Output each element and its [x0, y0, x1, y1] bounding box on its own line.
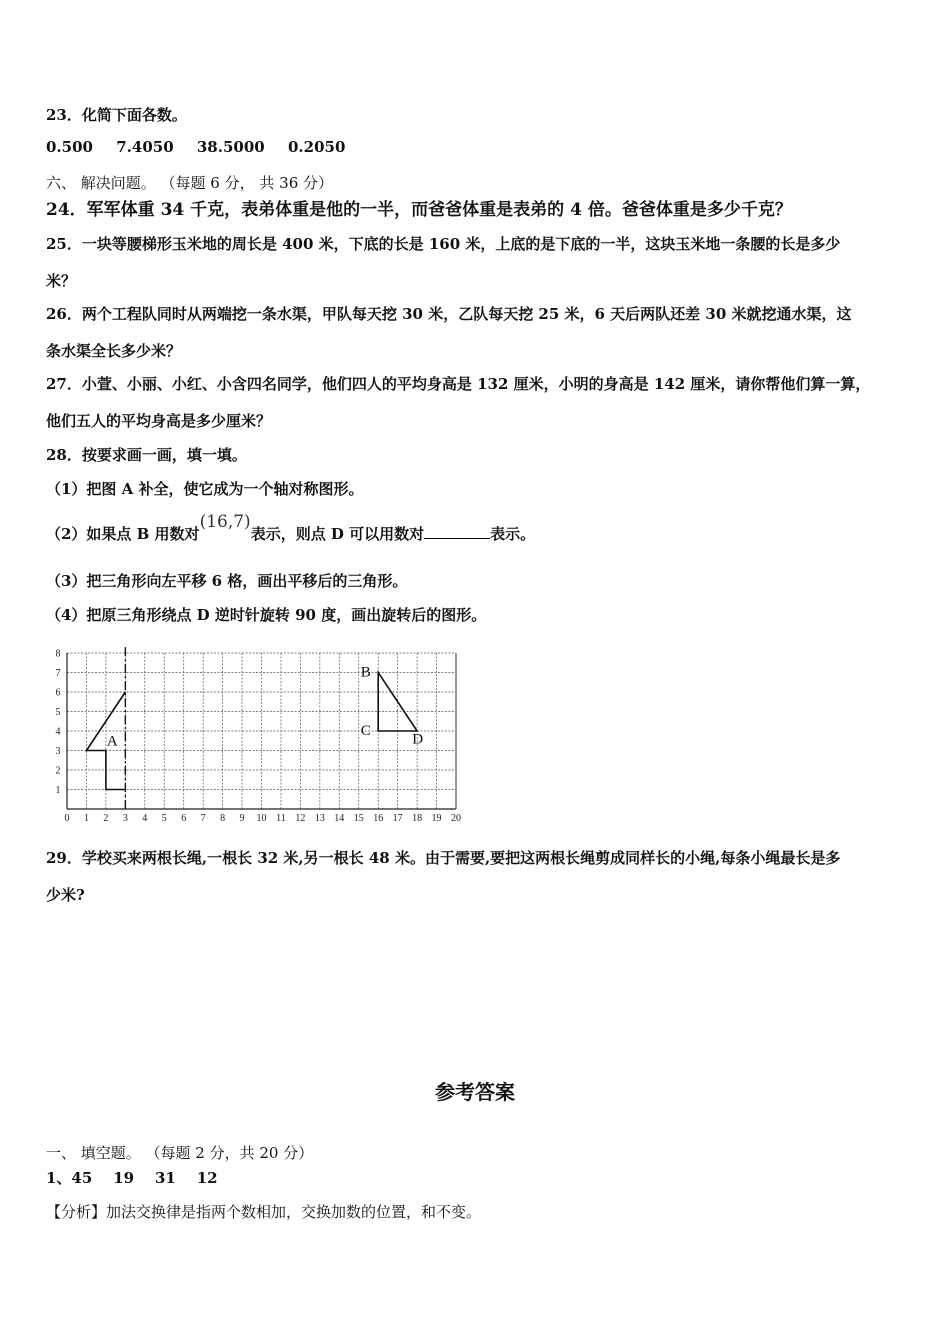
question-28-part-3: （3）把三角形向左平移 6 格，画出平移后的三角形。 — [46, 572, 408, 590]
x-tick-label: 8 — [220, 813, 226, 824]
x-tick-label: 14 — [334, 813, 345, 824]
answer-analysis: 【分析】加法交换律是指两个数相加，交换加数的位置，和不变。 — [46, 1203, 482, 1221]
y-tick-label: 7 — [55, 668, 61, 679]
question-25-line-1: 25．一块等腰梯形玉米地的周长是 400 米，下底的长是 160 米，上底的是下底的一半，这块玉米地一条腰的长是多少 — [46, 235, 841, 253]
x-tick-label: 2 — [103, 813, 109, 824]
y-tick-label: 4 — [55, 726, 61, 738]
part-2-suffix: 表示。 — [490, 525, 536, 543]
y-tick-label: 6 — [55, 687, 61, 699]
x-tick-label: 18 — [412, 813, 423, 824]
number-item: 38.5000 — [196, 138, 265, 156]
y-tick-label: 3 — [55, 746, 61, 757]
x-tick-label: 10 — [256, 813, 267, 824]
x-tick-label: 5 — [161, 813, 167, 824]
answer-blank[interactable] — [424, 524, 490, 539]
answer-1: 1、45 19 31 12 — [46, 1169, 218, 1187]
label-a: A — [106, 733, 118, 750]
x-tick-label: 12 — [295, 813, 306, 824]
answer-section-1: 一、 填空题。 （每题 2 分，共 20 分） — [46, 1144, 314, 1162]
x-tick-label: 17 — [392, 813, 403, 824]
x-tick-label: 9 — [239, 813, 245, 824]
number-item: 0.500 — [46, 138, 93, 156]
x-tick-label: 6 — [181, 813, 187, 824]
label-b: B — [360, 664, 371, 681]
question-28-part-4: （4）把原三角形绕点 D 逆时针旋转 90 度，画出旋转后的图形。 — [46, 606, 487, 624]
question-27-line-2: 他们五人的平均身高是多少厘米？ — [46, 412, 272, 430]
question-28-part-2 — [46, 512, 536, 544]
x-tick-label: 19 — [431, 813, 442, 824]
answer-key-title: 参考答案 — [435, 1080, 515, 1104]
x-tick-label: 3 — [122, 813, 128, 824]
question-29-line-2: 少米? — [46, 886, 85, 904]
section-6-heading: 六、 解决问题。 （每题 6 分， 共 36 分） — [46, 174, 334, 192]
coordinate-grid — [40, 640, 470, 830]
question-26-line-2: 条水渠全长多少米？ — [46, 342, 182, 360]
part-2-prefix: （2）如果点 B 用数对 — [46, 525, 200, 543]
x-tick-label: 16 — [373, 813, 384, 824]
question-25-line-2: 米？ — [46, 272, 77, 290]
y-tick-label: 5 — [55, 707, 61, 718]
coordinate-pair: (16,7) — [199, 512, 251, 532]
question-24: 24．军军体重 34 千克，表弟体重是他的一半，而爸爸体重是表弟的 4 倍。爸爸体重是多少千克？ — [46, 200, 792, 220]
question-23: 23．化简下面各数。 — [46, 106, 187, 124]
x-tick-label: 0 — [64, 813, 70, 824]
question-26-line-1: 26．两个工程队同时从两端挖一条水渠，甲队每天挖 30 米，乙队每天挖 25 米，6 天后两队还差 30 米就挖通水渠，这 — [46, 305, 852, 323]
part-2-middle: 表示，则点 D 可以用数对 — [250, 525, 425, 543]
x-tick-label: 4 — [142, 813, 148, 824]
y-tick-label: 2 — [55, 765, 61, 777]
question-23-numbers — [46, 138, 363, 156]
y-tick-label: 8 — [55, 648, 61, 660]
question-27-line-1: 27．小萱、小丽、小红、小含四名同学，他们四人的平均身高是 132 厘米，小明的身高是 142 厘米，请你帮他们算一算， — [46, 375, 871, 393]
y-tick-label: 1 — [55, 785, 61, 796]
x-tick-label: 20 — [451, 813, 461, 824]
x-tick-label: 15 — [353, 813, 364, 824]
label-c: C — [360, 722, 371, 739]
number-item: 7.4050 — [116, 138, 174, 156]
label-d: D — [412, 731, 424, 748]
x-tick-label: 13 — [314, 813, 325, 824]
number-item: 0.2050 — [287, 138, 346, 156]
x-tick-label: 11 — [276, 813, 286, 824]
question-29-line-1: 29．学校买来两根长绳,一根长 32 米,另一根长 48 米。由于需要,要把这两根长绳剪成同样长的小绳,每条小绳最长是多 — [46, 849, 841, 867]
question-28-title: 28．按要求画一画，填一填。 — [46, 446, 247, 464]
x-tick-label: 1 — [83, 813, 89, 824]
x-tick-label: 7 — [200, 813, 206, 824]
question-28-part-1: （1）把图 A 补全，使它成为一个轴对称图形。 — [46, 480, 364, 498]
